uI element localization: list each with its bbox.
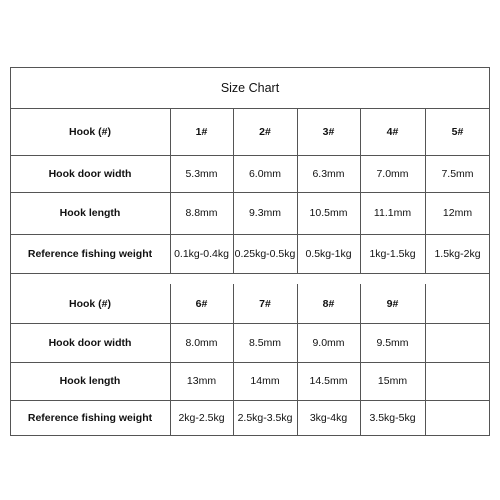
table1-row-label: Hook length [59,207,121,219]
table2-cell: 15mm [377,375,408,387]
table2-cell [425,323,490,362]
table2-cell: 2.5kg-3.5kg [237,411,293,424]
table2-cell: 2kg-2.5kg [178,411,225,424]
table1-cell: 6.0mm [248,167,282,180]
table2-cell: 9.5mm [376,336,409,349]
table1-hook-size: 5# [451,125,464,138]
chart-title: Size Chart [220,80,280,95]
table2-cell [425,362,490,400]
table2-hook-size: 7# [259,297,271,310]
row-divider [10,273,490,274]
row-divider [10,435,490,436]
table2-cell: 9.0mm [312,336,345,349]
table2-row-label: Reference fishing weight [27,411,153,424]
table2-cell: 8.5mm [248,336,282,349]
table2-row-label: Hook length [59,375,121,387]
table1-cell: 9.3mm [248,207,282,219]
table1-hook-size: 4# [386,125,399,138]
size-chart-table [10,67,490,435]
table1-header-label: Hook (#) [69,125,111,138]
table1-cell: 6.3mm [312,167,345,180]
table1-hook-size: 2# [259,125,271,138]
table2-hook-size: 8# [322,297,335,310]
table1-hook-size: 1# [195,125,208,138]
table1-cell: 10.5mm [309,207,348,219]
table2-hook-size: 6# [195,297,208,310]
table2-row-label: Hook door width [48,336,132,349]
table2-cell: 14.5mm [309,375,348,387]
table2-hook-size [425,284,490,323]
table2-cell: 3.5kg-5kg [369,411,416,424]
table2-hook-size: 9# [386,297,399,310]
table1-cell: 11.1mm [373,207,412,219]
table2-cell: 14mm [250,375,280,387]
table1-hook-size: 3# [322,125,335,138]
table1-cell: 0.5kg-1kg [305,247,352,260]
table1-cell: 0.1kg-0.4kg [174,247,229,260]
table1-cell: 7.5mm [441,167,474,180]
table1-cell: 0.25kg-0.5kg [234,247,296,260]
table1-row-label: Hook door width [48,167,132,180]
table2-cell [425,400,490,435]
table1-cell: 1kg-1.5kg [369,247,416,260]
table1-cell: 1.5kg-2kg [434,247,481,260]
table2-cell: 13mm [186,375,217,387]
table1-cell: 5.3mm [185,167,218,180]
table2-cell: 8.0mm [185,336,218,349]
table1-cell: 7.0mm [376,167,409,180]
table2-header-label: Hook (#) [69,297,111,310]
table1-cell: 8.8mm [185,207,218,219]
table1-row-label: Reference fishing weight [27,247,153,260]
table2-cell: 3kg-4kg [309,411,348,424]
table1-cell: 12mm [442,207,473,219]
